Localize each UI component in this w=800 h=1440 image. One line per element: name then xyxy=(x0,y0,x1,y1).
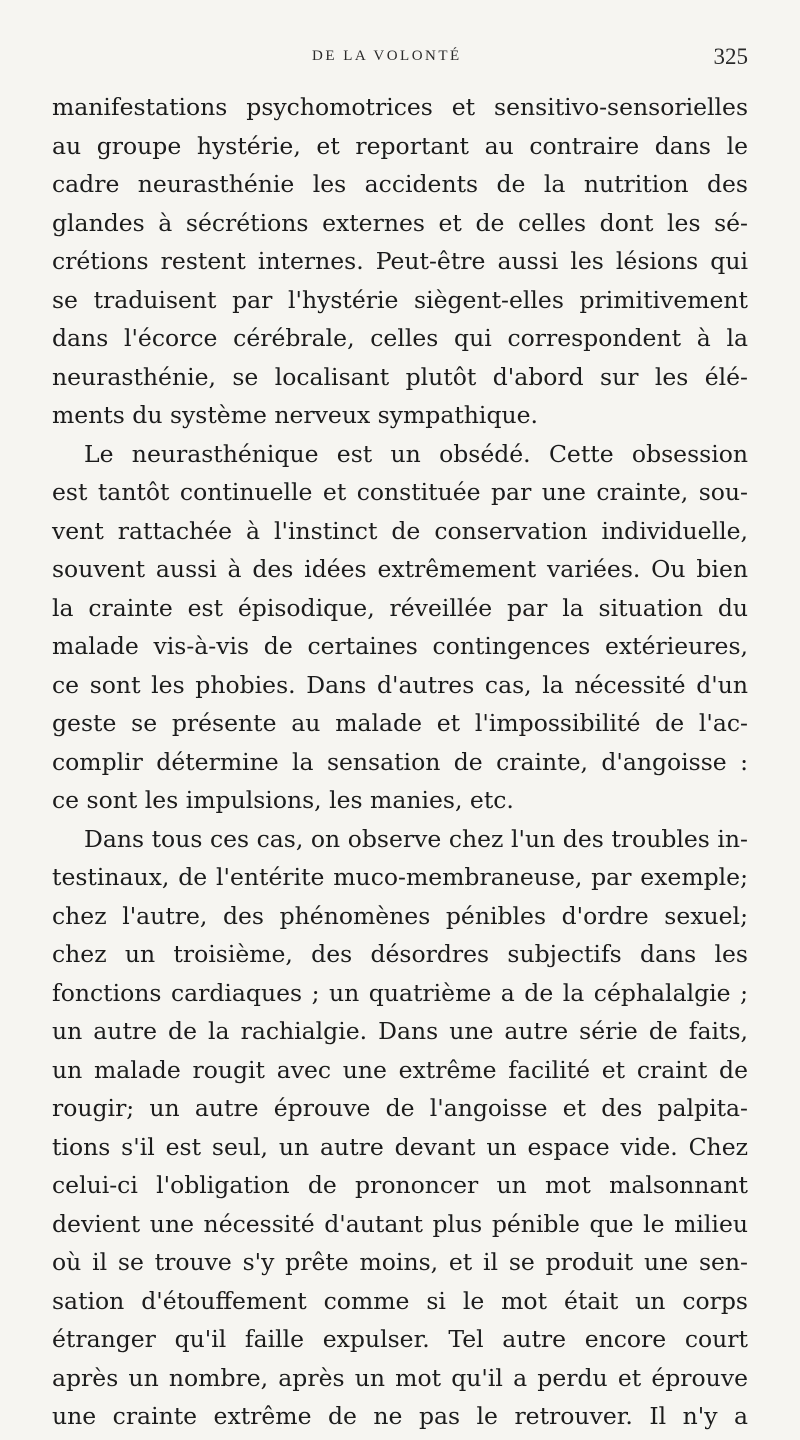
text-line: se traduisent par l'hystérie siègent-elles primitivement xyxy=(52,285,748,314)
text-line: Dans tous ces cas, on observe chez l'un des troubles in- xyxy=(84,824,748,853)
text-line: ments du système nerveux sympathique. xyxy=(52,401,538,429)
paragraph-3 xyxy=(52,820,748,1436)
text-line: où il se trouve s'y prête moins, et il se produit une sen- xyxy=(52,1248,748,1276)
text-line: une crainte extrême de ne pas le retrouver. Il n'y a xyxy=(52,1402,748,1430)
body-text xyxy=(52,88,748,1436)
text-line: malade vis-à-vis de certaines contingences extérieures, xyxy=(52,632,748,660)
text-line: au groupe hystérie, et reportant au contraire dans le xyxy=(52,131,748,160)
text-line: un autre de la rachialgie. Dans une autre série de faits, xyxy=(52,1017,748,1045)
text-line: ce sont les phobies. Dans d'autres cas, la nécessité d'un xyxy=(52,670,748,699)
text-line: manifestations psychomotrices et sensitivo-sensorielles xyxy=(52,93,748,121)
page-number: 325 xyxy=(713,44,748,69)
text-line: testinaux, de l'entérite muco-membraneuse, par exemple; xyxy=(52,863,748,891)
text-line: étranger qu'il faille expulser. Tel autre encore court xyxy=(52,1325,748,1353)
paragraph-2 xyxy=(52,435,748,820)
text-line: après un nombre, après un mot qu'il a perdu et éprouve xyxy=(52,1363,748,1392)
text-line: ce sont les impulsions, les manies, etc. xyxy=(52,786,514,814)
text-line: chez l'autre, des phénomènes pénibles d'ordre sexuel; xyxy=(52,901,748,930)
text-line: glandes à sécrétions externes et de celles dont les sé- xyxy=(52,208,748,237)
paragraph-1 xyxy=(52,88,748,435)
text-line: cadre neurasthénie les accidents de la nutrition des xyxy=(52,170,748,198)
running-head xyxy=(52,40,748,80)
text-line: celui-ci l'obligation de prononcer un mot malsonnant xyxy=(52,1171,748,1199)
text-line: rougir; un autre éprouve de l'angoisse et des palpita- xyxy=(52,1094,748,1122)
text-line: devient une nécessité d'autant plus pénible que le milieu xyxy=(52,1209,748,1238)
text-line: souvent aussi à des idées extrêmement variées. Ou bien xyxy=(52,555,748,583)
running-title: DE LA VOLONTÉ xyxy=(312,48,462,64)
text-line: complir détermine la sensation de crainte, d'angoisse : xyxy=(52,747,748,776)
text-line: chez un troisième, des désordres subjectifs dans les xyxy=(52,940,748,968)
text-line: la crainte est épisodique, réveillée par la situation du xyxy=(52,593,748,622)
text-line: sation d'étouffement comme si le mot était un corps xyxy=(52,1286,748,1315)
text-line: tions s'il est seul, un autre devant un espace vide. Chez xyxy=(52,1132,748,1161)
text-line: fonctions cardiaques ; un quatrième a de la céphalalgie ; xyxy=(52,978,748,1007)
text-line: Le neurasthénique est un obsédé. Cette obsession xyxy=(84,439,748,468)
text-line: un malade rougit avec une extrême facilité et craint de xyxy=(52,1055,748,1084)
text-line: crétions restent internes. Peut-être aussi les lésions qui xyxy=(52,247,748,275)
text-line: est tantôt continuelle et constituée par une crainte, sou- xyxy=(52,478,748,506)
text-line: neurasthénie, se localisant plutôt d'abord sur les élé- xyxy=(52,362,748,391)
text-line: dans l'écorce cérébrale, celles qui correspondent à la xyxy=(52,324,748,352)
text-line: geste se présente au malade et l'impossibilité de l'ac- xyxy=(52,709,748,737)
text-line: vent rattachée à l'instinct de conservation individuelle, xyxy=(52,516,748,545)
